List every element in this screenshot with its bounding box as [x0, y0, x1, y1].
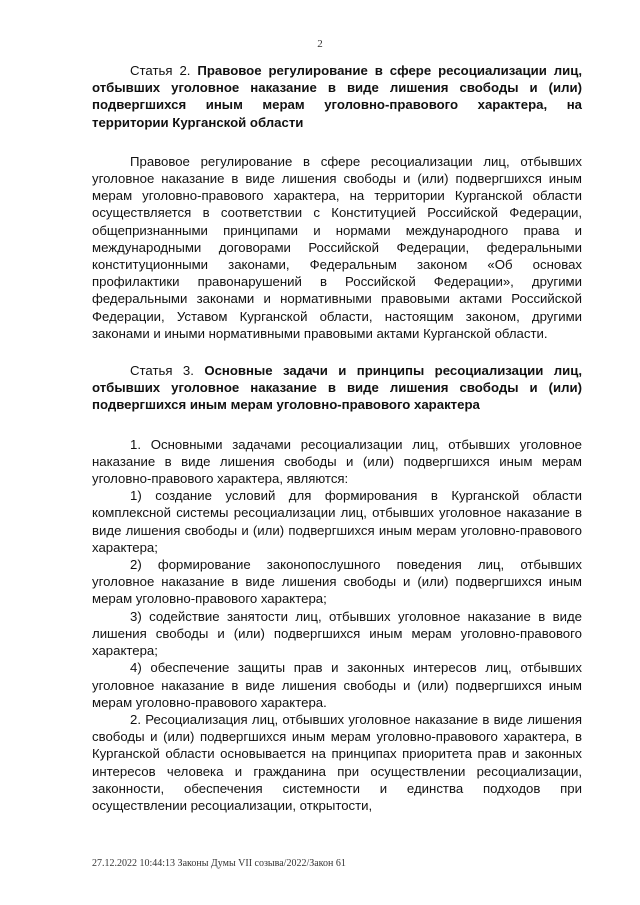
article-3-paragraph-1: 1. Основными задачами ресоциализации лиц, отбывших уголовное наказание в виде лишения свободы и (или) подвергшихся иным мерам уголовно-правового характера, являются: — [92, 436, 582, 487]
page-number: 2 — [317, 38, 323, 50]
article-2-paragraph-1: Правовое регулирование в сфере ресоциализации лиц, отбывших уголовное наказание в виде лишения свободы и (или) подвергшихся иным мерам уголовно-правового характера, на территории Курганской области осуществляется в соответствии с Конституцией Российской Федерации, общепризнанными принципами и нормами международного права и международными договорами Российской Федерации, федеральными конституционными законами, Федеральным законом «Об основах профилактики правонарушений в Российской Федерации», другими федеральными законами и нормативными правовыми актами Российской Федерации, Уставом Курганской области, настоящим законом, другими законами и иными нормативными правовыми актами Курганской области. — [92, 153, 582, 341]
article-3-title: Основные задачи и принципы ресоциализации лиц, отбывших уголовное наказание в виде лишения свободы и (или) подвергшихся иным мерам уголовно-правового характера — [92, 363, 582, 413]
document-footer: 27.12.2022 10:44:13 Законы Думы VII созыва/2022/Закон 61 — [92, 858, 346, 869]
article-3-prefix: Статья 3. — [130, 363, 194, 379]
article-3-item-3: 3) содействие занятости лиц, отбывших уголовное наказание в виде лишения свободы и (или) подвергшихся иным мерам уголовно-правового характера; — [92, 608, 582, 659]
article-3-item-2: 2) формирование законопослушного поведения лиц, отбывших уголовное наказание в виде лишения свободы и (или) подвергшихся иным мерам уголовно-правового характера; — [92, 557, 582, 607]
article-2-heading — [92, 62, 582, 131]
document-body — [92, 62, 582, 814]
article-3-paragraph-2: 2. Ресоциализация лиц, отбывших уголовное наказание в виде лишения свободы и (или) подвергшихся иным мерам уголовно-правового характера, в Курганской области основывается на принципах приоритета прав и законных интересов человека и гражданина при осуществлении ресоциализации, законности, обеспечения системности и единства подходов при осуществлении ресоциализации, открытости, — [92, 711, 582, 813]
article-2-title: Правовое регулирование в сфере ресоциализации лиц, отбывших уголовное наказание в виде лишения свободы и (или) подвергшихся иным мерам уголовно-правового характера, на территории Курганской области — [92, 63, 582, 130]
article-3-item-1: 1) создание условий для формирования в Курганской области комплексной системы ресоциализации лиц, отбывших уголовное наказание в виде лишения свободы и (или) подвергшихся иным мерам уголовно-правового характера; — [92, 488, 582, 555]
article-3-item-4: 4) обеспечение защиты прав и законных интересов лиц, отбывших уголовное наказание в виде лишения свободы и (или) подвергшихся иным мерам уголовно-правового характера. — [92, 660, 582, 710]
article-2-prefix: Статья 2. — [130, 63, 191, 78]
article-3-heading — [92, 362, 582, 414]
